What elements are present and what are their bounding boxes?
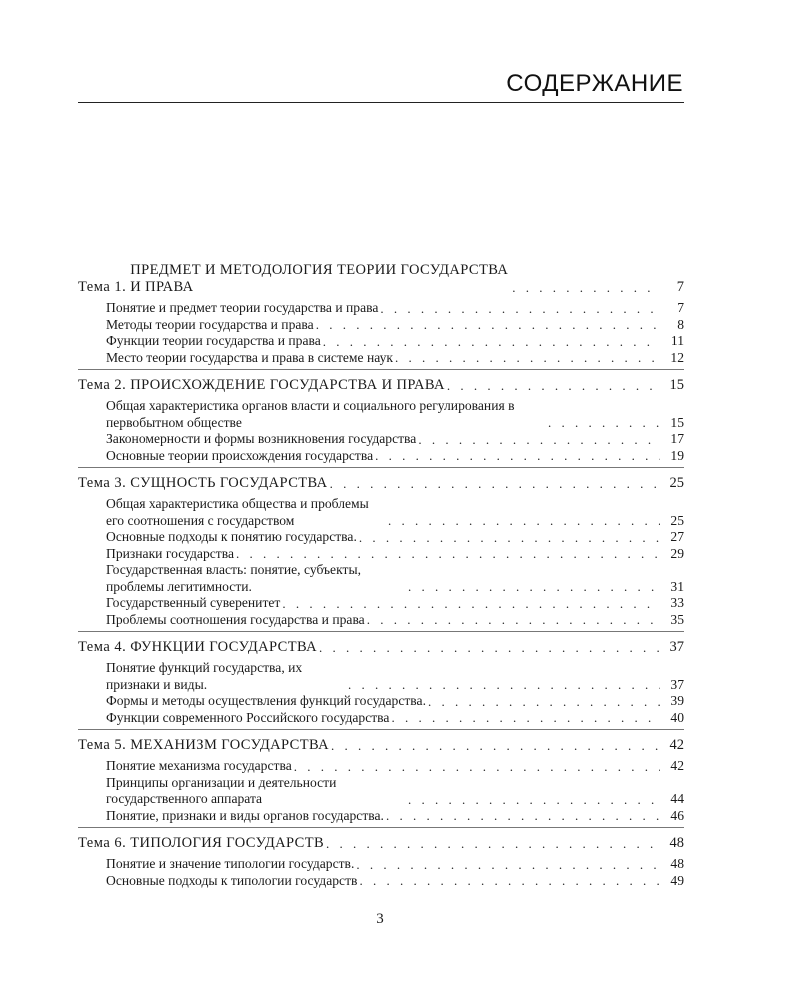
subentry-page-number: 33 bbox=[670, 595, 684, 610]
toc-subentry[interactable] bbox=[106, 856, 684, 873]
dot-leader bbox=[380, 300, 660, 317]
subentry-page-number: 37 bbox=[670, 676, 684, 692]
topic-title: МЕХАНИЗМ ГОСУДАРСТВА bbox=[130, 737, 329, 753]
dot-leader bbox=[236, 545, 660, 562]
subentry-title: Основные подходы к понятию государства. bbox=[106, 529, 357, 544]
toc-topic-4 bbox=[78, 639, 684, 730]
dot-leader bbox=[323, 333, 660, 350]
subentry-title: Признаки государства bbox=[106, 545, 235, 561]
subentry-page-number: 12 bbox=[670, 349, 684, 365]
subentry-title: Понятие функций государства, их признаки и виды. bbox=[106, 660, 303, 692]
subentry-page-number: 25 bbox=[670, 512, 684, 528]
subentry-title: Проблемы соотношения государства и права bbox=[106, 611, 365, 627]
toc-topic-entry[interactable] bbox=[78, 737, 684, 754]
subentry-title: Закономерности и формы возникновения государства bbox=[106, 431, 417, 446]
subentry-page-number: 17 bbox=[670, 431, 684, 446]
toc-subentry[interactable] bbox=[106, 660, 684, 693]
dot-leader bbox=[294, 758, 660, 775]
subentry-title: Методы теории государства и права bbox=[106, 316, 314, 332]
toc-topic-entry[interactable] bbox=[78, 377, 684, 394]
subentry-page-number: 27 bbox=[670, 529, 684, 544]
subentry-page-number: 46 bbox=[670, 807, 684, 823]
subentry-title: Принципы организации и деятельности государственного аппарата bbox=[106, 774, 337, 806]
subentry-title: Место теории государства и права в системе наук bbox=[106, 349, 393, 365]
toc-topic-entry[interactable] bbox=[78, 835, 684, 852]
dot-leader bbox=[512, 279, 660, 296]
dot-leader bbox=[359, 529, 660, 546]
dot-leader bbox=[319, 639, 660, 656]
topic-title: СУЩНОСТЬ ГОСУДАРСТВА bbox=[130, 475, 328, 491]
toc-subentry[interactable] bbox=[106, 808, 684, 825]
toc-subentry[interactable] bbox=[106, 710, 684, 727]
subentry-page-number: 35 bbox=[670, 611, 684, 627]
toc-subentry[interactable] bbox=[106, 317, 684, 334]
dot-leader bbox=[356, 856, 660, 873]
topic-title: ТИПОЛОГИЯ ГОСУДАРСТВ bbox=[130, 835, 325, 851]
topic-label: Тема 6. bbox=[78, 835, 127, 851]
toc-subentry[interactable] bbox=[106, 398, 684, 431]
dot-leader bbox=[316, 316, 660, 333]
subentry-title: Основные теории происхождения государства bbox=[106, 447, 374, 463]
toc-topic-6 bbox=[78, 835, 684, 892]
toc-topic-entry[interactable] bbox=[78, 475, 684, 492]
subentry-title: Функции современного Российского государства bbox=[106, 709, 390, 725]
subentry-page-number: 8 bbox=[677, 316, 684, 332]
subentry-title: Государственный суверенитет bbox=[106, 595, 281, 610]
subentry-page-number: 11 bbox=[670, 333, 684, 348]
subentry-title: Государственная власть: понятие, субъекты, проблемы легитимности. bbox=[106, 562, 361, 594]
page-title: СОДЕРЖАНИЕ bbox=[506, 70, 683, 97]
dot-leader bbox=[428, 693, 660, 710]
toc-topic-5 bbox=[78, 737, 684, 828]
topic-title: ПРОИСХОЖДЕНИЕ ГОСУДАРСТВА И ПРАВА bbox=[130, 377, 445, 393]
dot-leader bbox=[326, 835, 660, 852]
dot-leader bbox=[447, 377, 660, 394]
dot-leader bbox=[282, 595, 660, 612]
dot-leader bbox=[388, 512, 660, 529]
subentry-title: Понятие и предмет теории государства и права bbox=[106, 300, 379, 315]
topic-page-number: 7 bbox=[676, 279, 684, 295]
topic-page-number: 25 bbox=[669, 475, 684, 491]
dot-leader bbox=[408, 791, 660, 808]
subentry-title: Формы и методы осуществления функций государства. bbox=[106, 693, 426, 708]
dot-leader bbox=[330, 475, 660, 492]
dot-leader bbox=[375, 447, 660, 464]
dot-leader bbox=[359, 872, 660, 889]
topic-label: Тема 1. bbox=[78, 279, 127, 295]
toc-subentry[interactable] bbox=[106, 448, 684, 465]
toc-subentry[interactable] bbox=[106, 693, 684, 710]
dot-leader bbox=[408, 578, 660, 595]
dot-leader bbox=[548, 414, 660, 431]
toc-subentry[interactable] bbox=[106, 612, 684, 629]
toc-subentry[interactable] bbox=[106, 350, 684, 367]
subentry-page-number: 31 bbox=[670, 578, 684, 594]
subentry-page-number: 29 bbox=[670, 545, 684, 561]
toc-topic-3 bbox=[78, 475, 684, 632]
toc-subentry[interactable] bbox=[106, 758, 684, 775]
toc-topic-entry[interactable] bbox=[78, 639, 684, 656]
subentry-title: Понятие и значение типологии государств. bbox=[106, 856, 355, 871]
toc-subentry[interactable] bbox=[106, 300, 684, 317]
dot-leader bbox=[418, 431, 660, 448]
topic-label: Тема 2. bbox=[78, 377, 127, 393]
topic-label: Тема 5. bbox=[78, 737, 127, 753]
toc-topic-1 bbox=[78, 262, 684, 370]
dot-leader bbox=[348, 676, 660, 693]
subentry-page-number: 44 bbox=[670, 791, 684, 806]
subentry-page-number: 39 bbox=[670, 693, 684, 708]
topic-page-number: 48 bbox=[669, 835, 684, 851]
topic-page-number: 15 bbox=[669, 377, 684, 393]
toc-subentry[interactable] bbox=[106, 431, 684, 448]
table-of-contents bbox=[78, 262, 684, 899]
toc-subentry[interactable] bbox=[106, 546, 684, 563]
toc-topic-2 bbox=[78, 377, 684, 468]
subentry-title: Общая характеристика органов власти и социального регулирования в первобытном обществе bbox=[106, 398, 515, 430]
subentry-page-number: 49 bbox=[670, 872, 684, 888]
topic-page-number: 42 bbox=[669, 737, 684, 753]
topic-title: ПРЕДМЕТ И МЕТОДОЛОГИЯ ТЕОРИИ ГОСУДАРСТВА И ПРАВА bbox=[130, 262, 509, 295]
subentry-page-number: 48 bbox=[670, 856, 684, 871]
subentry-page-number: 19 bbox=[670, 447, 684, 463]
toc-subentry[interactable] bbox=[106, 333, 684, 350]
dot-leader bbox=[331, 737, 660, 754]
dot-leader bbox=[395, 349, 660, 366]
subentry-title: Функции теории государства и права bbox=[106, 333, 321, 348]
dot-leader bbox=[367, 611, 660, 628]
topic-label: Тема 4. bbox=[78, 639, 127, 655]
subentry-title: Основные подходы к типологии государств bbox=[106, 872, 358, 888]
topic-page-number: 37 bbox=[669, 639, 684, 655]
subentry-page-number: 7 bbox=[677, 300, 684, 315]
subentry-title: Понятие, признаки и виды органов государства. bbox=[106, 807, 384, 823]
toc-subentry[interactable] bbox=[106, 529, 684, 546]
toc-topic-entry[interactable] bbox=[78, 262, 684, 296]
toc-subentry[interactable] bbox=[106, 775, 684, 808]
subentry-title: Общая характеристика общества и проблемы его соотношения с государством bbox=[106, 496, 369, 528]
topic-title: ФУНКЦИИ ГОСУДАРСТВА bbox=[130, 639, 317, 655]
toc-subentry[interactable] bbox=[106, 873, 684, 890]
subentry-page-number: 40 bbox=[670, 709, 684, 725]
dot-leader bbox=[386, 807, 660, 824]
toc-subentry[interactable] bbox=[106, 562, 684, 595]
toc-subentry[interactable] bbox=[106, 496, 684, 529]
header-divider bbox=[78, 102, 684, 103]
topic-label: Тема 3. bbox=[78, 475, 127, 491]
subentry-title: Понятие механизма государства bbox=[106, 758, 292, 773]
dot-leader bbox=[391, 709, 660, 726]
page-number: 3 bbox=[376, 911, 384, 927]
toc-subentry[interactable] bbox=[106, 595, 684, 612]
subentry-page-number: 42 bbox=[670, 758, 684, 773]
subentry-page-number: 15 bbox=[670, 414, 684, 430]
